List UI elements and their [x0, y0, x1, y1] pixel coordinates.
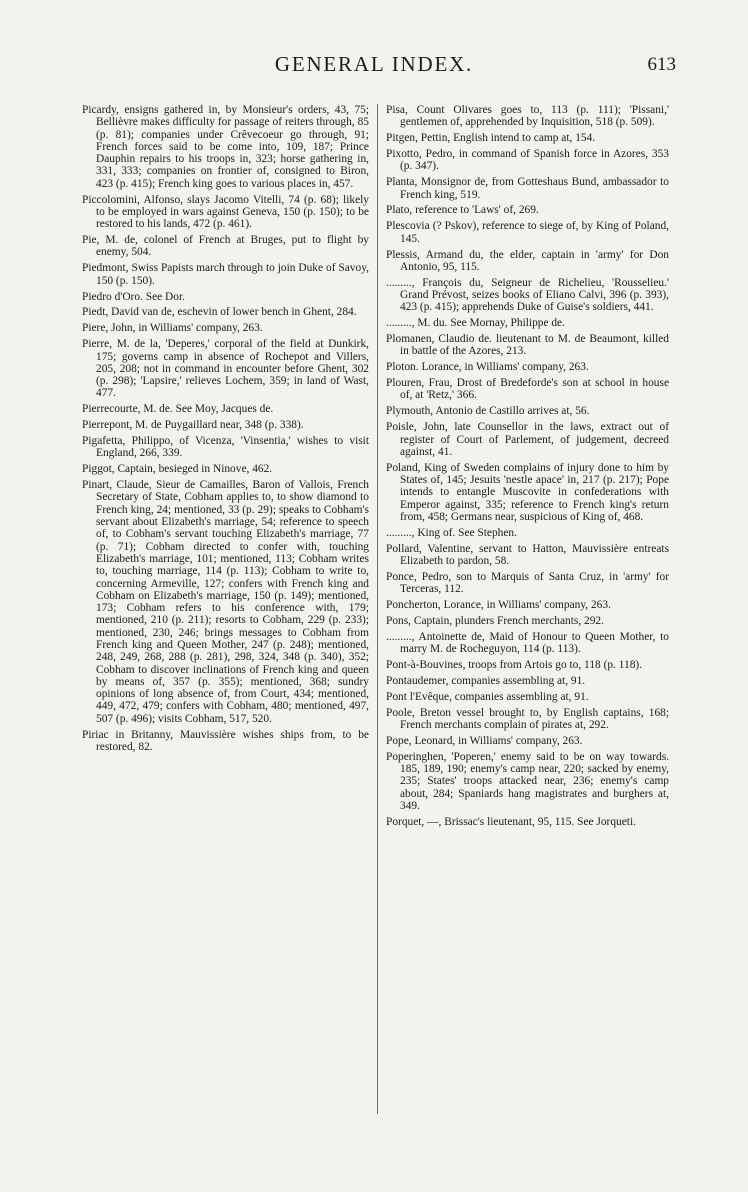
page-title: GENERAL INDEX.	[274, 52, 474, 76]
index-entry: Pope, Leonard, in Williams' company, 263.	[386, 734, 583, 747]
index-entry: Pixotto, Pedro, in command of Spanish force in Azores, 353 (p. 347).	[386, 148, 669, 173]
index-entry: Poole, Breton vessel brought to, by English captains, 168; French merchants complain of pirates at, 292.	[386, 706, 669, 732]
index-entry: Pierrecourte, M. de. See Moy, Jacques de.	[82, 403, 274, 416]
index-entry: Piriac in Britanny, Mauvissière wishes ships from, to be restored, 82.	[82, 728, 369, 753]
column-divider	[377, 104, 378, 1114]
index-entry: Pierre, M. de la, 'Deperes,' corporal of the field at Dunkirk, 175; governs camp in absence of Rochepot and Villers, 205, 208; not in command in encounter before Ghent, 302 (p. 298); 'Lapsire,' relieves Lochem, 359; in land of Wast, 477.	[82, 338, 369, 400]
index-entry: Ponce, Pedro, son to Marquis of Santa Cruz, in 'army' for Terceras, 112.	[386, 570, 669, 596]
index-entry: Plouren, Frau, Drost of Bredeforde's son at school in house of, at 'Retz,' 366.	[386, 377, 669, 402]
index-entry: Piedt, David van de, eschevin of lower bench in Ghent, 284.	[82, 306, 357, 319]
index-entry: Pinart, Claude, Sieur de Camailles, Baron of Vallois, French Secretary of State, Cobham applies to, to show diamond to French king, 24; mentioned, 33 (p. 29); speaks to Cobham's servant about Elizabeth's marriage, 54; reference to speech of, to Cobham's servant touching Elizabeth's marriage, 77 (p. 71); Cobham directed to confer with, touching Elizabeth's marriage, 101; mentioned, 113; Cobham writes to, touching marriage, 114 (p. 113); Cobham to write to, concerning Armeville, 127; confers with French king and Cobham on Elizabeth's marriage, 150 (p. 149); mentioned, 173; Cobham refers to his conference with, 179; mentioned, 210 (p. 211); resorts to Cobham, 229 (p. 233); mentioned, 230, 246; brings messages to Cobham from French king and Queen Mother, 247 (p. 248); mentioned, 248, 249, 268, 288 (p. 281), 298, 324, 348 (p. 340), 352; Cobham to discover inclinations of French king and queen by means of, 357 (p. 355); mentioned, 368; sundry opinions of long absence of, from Court, 434; mentioned, 449, 472, 479; confers with Cobham, 480; mentioned, 497, 507 (p. 496); visits Cobham, 517, 520.	[82, 479, 369, 725]
index-entry: Pontaudemer, companies assembling at, 91.	[386, 674, 586, 687]
index-entry: Plymouth, Antonio de Castillo arrives at, 56.	[386, 405, 590, 418]
index-entry: Poland, King of Sweden complains of injury done to him by States of, 145; Jesuits 'nestle apace' in, 217 (p. 217); Pope intends to entangle Muscovite in confederations with Emperor against, 335; reference to French king's return from, 458; Germans near, suspicious of King of, 468.	[386, 461, 669, 523]
right-column	[386, 104, 669, 832]
left-column	[82, 104, 369, 757]
index-entry: Pigafetta, Philippo, of Vicenza, 'Vinsentia,' wishes to visit England, 266, 339.	[82, 435, 369, 460]
index-entry: Piedro d'Oro. See Dor.	[82, 290, 185, 303]
index-entry: Poisle, John, late Counsellor in the laws, extract out of register of Court of Parlement, of judgement, decreed against, 41.	[386, 421, 669, 458]
index-entry: Ploton. Lorance, in Williams' company, 263.	[386, 361, 589, 374]
index-entry: Pisa, Count Olivares goes to, 113 (p. 111); 'Pissani,' gentlemen of, apprehended by Inquisition, 518 (p. 509).	[386, 104, 669, 129]
index-entry: Poncherton, Lorance, in Williams' company, 263.	[386, 599, 611, 612]
index-entry: Planta, Monsignor de, from Gotteshaus Bund, ambassador to French king, 519.	[386, 176, 669, 201]
index-entry: Piere, John, in Williams' company, 263.	[82, 322, 263, 335]
index-entry: ........., King of. See Stephen.	[386, 526, 517, 539]
index-entry: Plato, reference to 'Laws' of, 269.	[386, 204, 539, 217]
index-entry: ........., François du, Seigneur de Richelieu, 'Rousselieu.' Grand Prévost, seizes books of Eliano Calvi, 396 (p. 393), 423 (p. 415); apprehends Duke of Guise's soldiers, 441.	[386, 276, 669, 314]
index-entry: Pollard, Valentine, servant to Hatton, Mauvissière entreats Elizabeth to pardon, 58.	[386, 542, 669, 567]
index-entry: Piggot, Captain, besieged in Ninove, 462.	[82, 463, 273, 476]
index-entry: Pitgen, Pettin, English intend to camp at, 154.	[386, 132, 596, 145]
index-entry: Pont l'Evêque, companies assembling at, 91.	[386, 690, 589, 703]
index-entry: Poperinghen, 'Poperen,' enemy said to be on way towards. 185, 189, 190; enemy's camp near, 220; sacked by enemy, 235; States' troops attacked near, 236; enemy's camp about, 284; Spaniards hang magistrates and burghers at, 349.	[386, 750, 669, 812]
index-entry: ........., Antoinette de, Maid of Honour to Queen Mother, to marry M. de Rocheguyon, 114 (p. 113).	[386, 630, 669, 656]
index-entry: Plessis, Armand du, the elder, captain in 'army' for Don Antonio, 95, 115.	[386, 248, 669, 273]
index-entry: Pont-à-Bouvines, troops from Artois go to, 118 (p. 118).	[386, 659, 643, 672]
index-entry: Porquet, —, Brissac's lieutenant, 95, 115. See Jorqueti.	[386, 815, 636, 828]
index-entry: Piccolomini, Alfonso, slays Jacomo Vitelli, 74 (p. 68); likely to be employed in wars against Geneva, 150 (p. 150); to be restored to his lands, 472 (p. 461).	[82, 193, 369, 231]
index-entry: Pie, M. de, colonel of French at Bruges, put to flight by enemy, 504.	[82, 234, 369, 259]
index-entry: Pierrepont, M. de Puygaillard near, 348 (p. 338).	[82, 419, 304, 432]
page-header	[0, 52, 748, 82]
index-entry: Picardy, ensigns gathered in, by Monsieur's orders, 43, 75; Bellièvre makes difficulty for passage of reiters through, 85 (p. 81); companies under Crêvecoeur go through, 91; French forces said to be come into, 109, 187; Prince Dauphin repairs to his troops in, 323; horse gathering in, 331, 333; companies on frontier of, consigned to Biron, 423 (p. 415); French king goes to various places in, 457.	[82, 104, 369, 190]
index-entry: ........., M. du. See Mornay, Philippe de.	[386, 317, 565, 330]
index-entry: Plescovia (? Pskov), reference to siege of, by King of Poland, 145.	[386, 220, 669, 245]
index-entry: Piedmont, Swiss Papists march through to join Duke of Savoy, 150 (p. 150).	[82, 262, 369, 287]
page-number: 613	[647, 54, 676, 75]
index-entry: Pons, Captain, plunders French merchants, 292.	[386, 614, 604, 627]
index-entry: Plomanen, Claudio de. lieutenant to M. de Beaumont, killed in battle of the Azores, 213.	[386, 333, 669, 358]
